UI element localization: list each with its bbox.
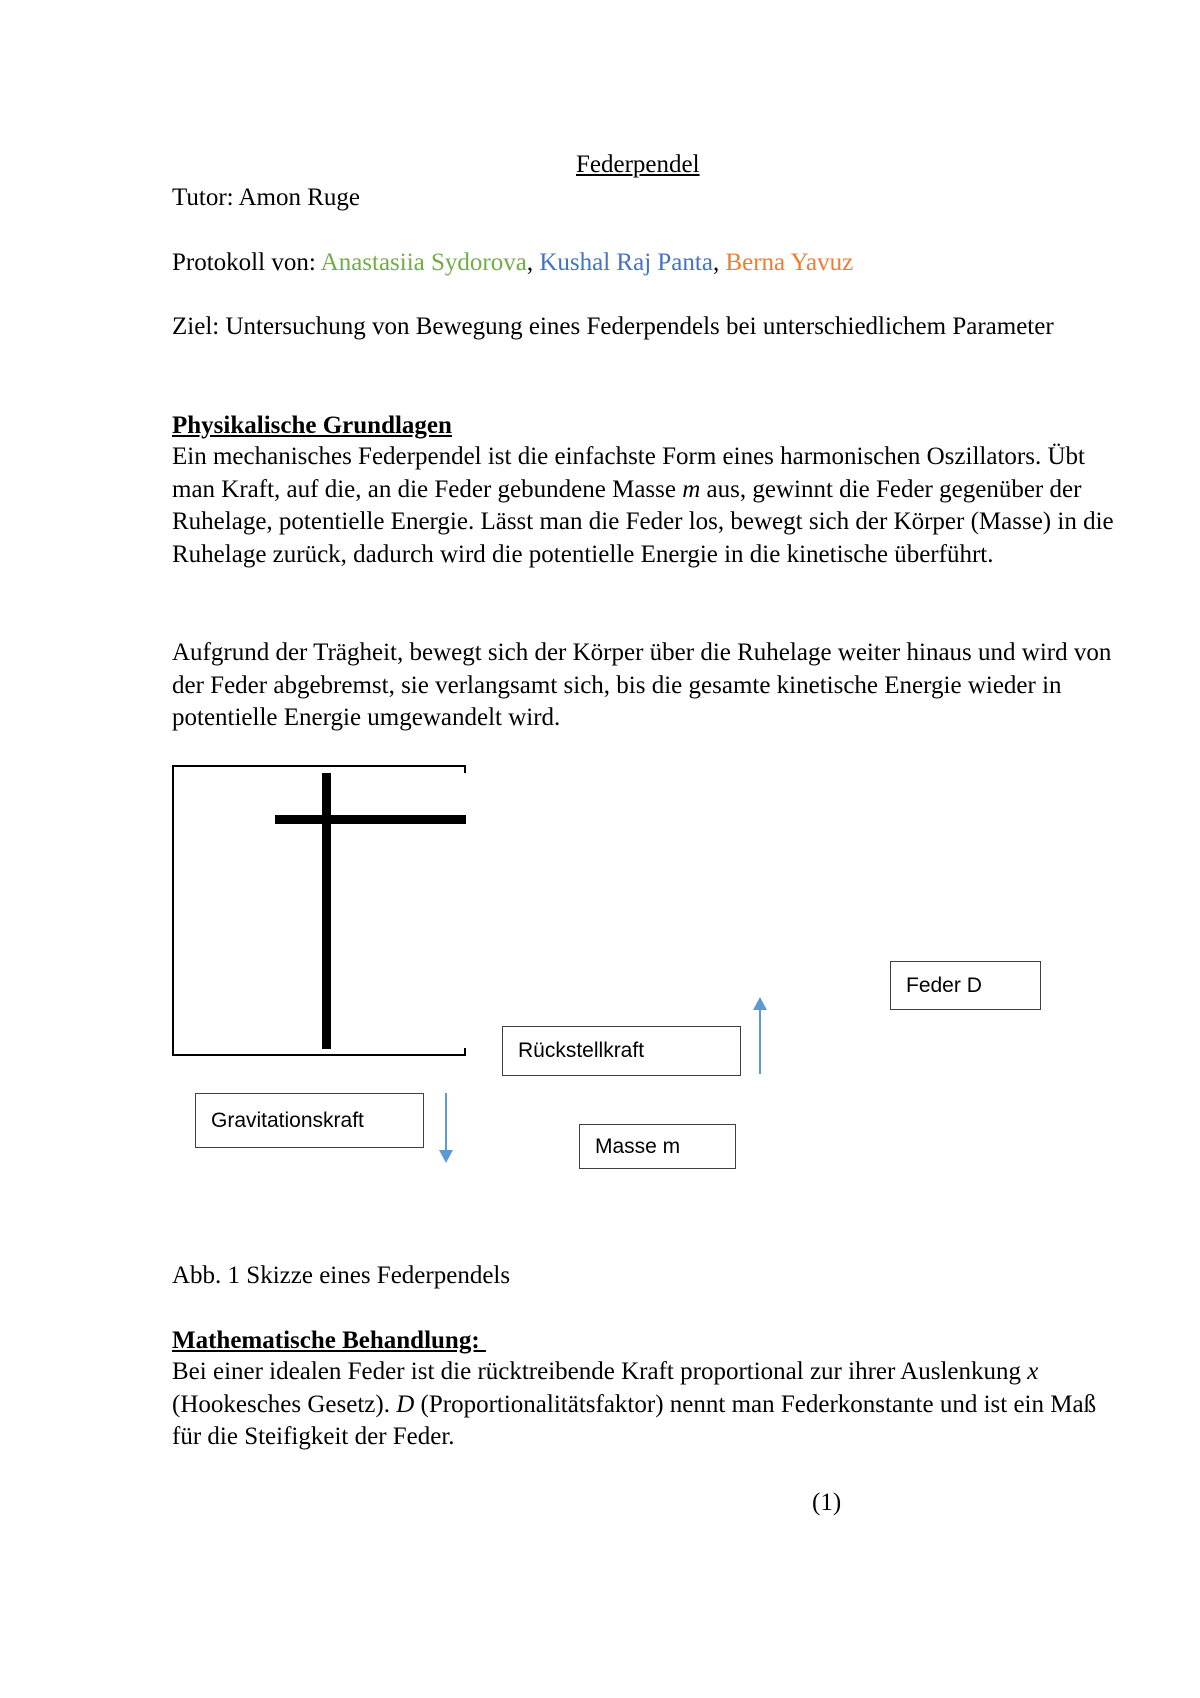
physics-text-a: Ein mechanisches Federpendel ist die einfachste Form eines harmonischen Oszillators. Übt man Kraft, auf die, an die Feder gebundene Masse (172, 443, 1085, 503)
math-text-c: (Proportionalitätsfaktor) nennt man Federkonstante und ist ein Maß für die Steifigkeit der Feder. (172, 1390, 1097, 1450)
pendulum-sketch (172, 765, 466, 1056)
author-3: Berna Yavuz (725, 249, 854, 276)
section-heading-physics: Physikalische Grundlagen (172, 412, 452, 439)
physics-paragraph-1 (172, 441, 1122, 571)
sketch-frame-bottom (172, 1054, 466, 1056)
author-separator: , (712, 249, 726, 276)
goal-paragraph: Ziel: Untersuchung von Bewegung eines Federpendels bei unterschiedlichem Parameter (172, 313, 1054, 340)
author-2: Kushal Raj Panta (539, 249, 713, 276)
arrow-up-head (753, 997, 767, 1010)
equation-number: (1) (812, 1489, 842, 1516)
variable-x: x (1027, 1358, 1039, 1385)
tutor-line: Tutor: Amon Ruge (172, 184, 361, 211)
physics-text-b: aus, gewinnt die Feder gegenüber der Ruhelage, potentielle Energie. Lässt man die Feder los, bewegt sich der Körper (Masse) in die Ruhelage zurück, dadurch wird die potentielle Energie in die kinetische überführt. (172, 475, 1114, 568)
protocol-line (172, 246, 853, 279)
sketch-frame-tick (464, 1048, 466, 1056)
math-text-b: (Hookesches Gesetz). (172, 1390, 397, 1418)
label-gravitationskraft: Gravitationskraft (195, 1093, 424, 1148)
sketch-frame-left (172, 765, 174, 1056)
arrow-down-head (439, 1150, 453, 1163)
protocol-prefix: Protokoll von: (172, 249, 321, 276)
label-feder: Feder D (890, 961, 1041, 1010)
document-title: Federpendel (576, 151, 700, 178)
variable-m: m (682, 475, 701, 503)
author-separator: , (526, 249, 540, 276)
sketch-frame-top (172, 765, 466, 767)
sketch-frame-tick (464, 765, 466, 773)
physics-paragraph-2: Aufgrund der Trägheit, bewegt sich der Körper über die Ruhelage weiter hinaus und wird von der Feder abgebremst, sie verlangsamt sich, bis die gesamte kinetische Energie wieder in potentielle Energie umgewandelt wird. (172, 639, 1112, 731)
label-rueckstellkraft: Rückstellkraft (502, 1026, 741, 1076)
math-text-a: Bei einer idealen Feder ist die rücktreibende Kraft proportional zur ihrer Auslenkung (172, 1358, 1028, 1385)
section-heading-math: Mathematische Behandlung: (172, 1327, 486, 1354)
math-paragraph (172, 1356, 1122, 1454)
figure-caption: Abb. 1 Skizze eines Federpendels (172, 1262, 511, 1289)
variable-d: D (396, 1390, 415, 1418)
arrow-up-icon (750, 997, 770, 1075)
sketch-horizontal-bar (275, 815, 466, 824)
label-masse: Masse m (579, 1124, 736, 1169)
arrow-down-icon (436, 1093, 456, 1163)
author-1: Anastasiia Sydorova (320, 249, 527, 276)
